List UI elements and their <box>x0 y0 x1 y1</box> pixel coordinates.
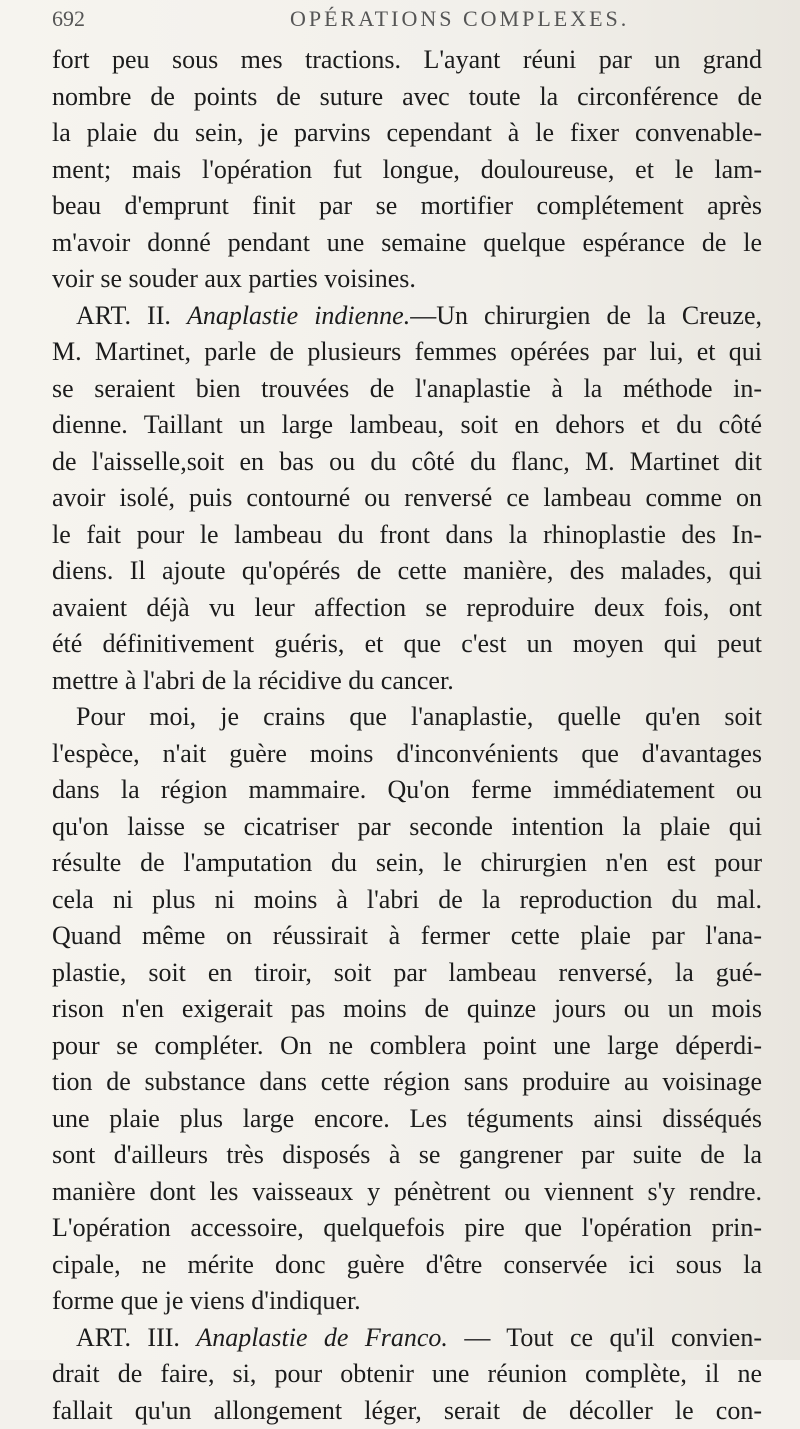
section-heading-line: ART. II. Anaplastie indienne.—Un chirurgien de la Creuze, <box>52 298 762 335</box>
text-line: manière dont les vaisseaux y pénètrent ou viennent s'y rendre. <box>52 1174 762 1211</box>
section-title: Anaplastie de Franco. <box>196 1323 448 1352</box>
text-line: avaient déjà vu leur affection se reproduire deux fois, ont <box>52 590 762 627</box>
section-title: Anaplastie indienne. <box>187 301 410 330</box>
text-line: résulte de l'amputation du sein, le chirurgien n'en est pour <box>52 845 762 882</box>
text-line: dans la région mammaire. Qu'on ferme immédiatement ou <box>52 772 762 809</box>
text-line: m'avoir donné pendant une semaine quelque espérance de le <box>52 225 762 262</box>
running-title: OPÉRATIONS COMPLEXES. <box>290 6 629 32</box>
text-line: drait de faire, si, pour obtenir une réunion complète, il ne <box>52 1356 762 1393</box>
text-line: tion de substance dans cette région sans produire au voisinage <box>52 1064 762 1101</box>
text-line: l'espèce, n'ait guère moins d'inconvénients que d'avantages <box>52 736 762 773</box>
text-line: une plaie plus large encore. Les téguments ainsi disséqués <box>52 1101 762 1138</box>
text-line: Pour moi, je crains que l'anaplastie, quelle qu'en soit <box>52 699 762 736</box>
text-line: cela ni plus ni moins à l'abri de la reproduction du mal. <box>52 882 762 919</box>
text-line: voir se souder aux parties voisines. <box>52 261 762 298</box>
text-line: pour se compléter. On ne comblera point une large déperdi- <box>52 1028 762 1065</box>
text-line: fallait qu'un allongement léger, serait de décoller le con- <box>52 1393 762 1429</box>
text-line: forme que je viens d'indiquer. <box>52 1283 762 1320</box>
text-line: M. Martinet, parle de plusieurs femmes opérées par lui, et qui <box>52 334 762 371</box>
text-line: Quand même on réussirait à fermer cette plaie par l'ana- <box>52 918 762 955</box>
text-line: rison n'en exigerait pas moins de quinze jours ou un mois <box>52 991 762 1028</box>
section-heading-line: ART. III. Anaplastie de Franco. — Tout ce qu'il convien- <box>52 1320 762 1357</box>
text-line: beau d'emprunt finit par se mortifier complétement après <box>52 188 762 225</box>
text-line: le fait pour le lambeau du front dans la rhinoplastie des In- <box>52 517 762 554</box>
text-line: plastie, soit en tiroir, soit par lambeau renversé, la gué- <box>52 955 762 992</box>
text-line: ment; mais l'opération fut longue, douloureuse, et le lam- <box>52 152 762 189</box>
text-line: dienne. Taillant un large lambeau, soit en dehors et du côté <box>52 407 762 444</box>
text-line: se seraient bien trouvées de l'anaplastie à la méthode in- <box>52 371 762 408</box>
text-line: avoir isolé, puis contourné ou renversé ce lambeau comme on <box>52 480 762 517</box>
text-line: été définitivement guéris, et que c'est un moyen qui peut <box>52 626 762 663</box>
page-number: 692 <box>52 6 85 32</box>
text-line: qu'on laisse se cicatriser par seconde intention la plaie qui <box>52 809 762 846</box>
body-text <box>52 42 762 1429</box>
text-line: la plaie du sein, je parvins cependant à le fixer convenable- <box>52 115 762 152</box>
text-line: diens. Il ajoute qu'opérés de cette manière, des malades, qui <box>52 553 762 590</box>
text-line: mettre à l'abri de la récidive du cancer. <box>52 663 762 700</box>
text-line: nombre de points de suture avec toute la circonférence de <box>52 79 762 116</box>
text-line: fort peu sous mes tractions. L'ayant réuni par un grand <box>52 42 762 79</box>
text-line: cipale, ne mérite donc guère d'être conservée ici sous la <box>52 1247 762 1284</box>
text-line: de l'aisselle,soit en bas ou du côté du flanc, M. Martinet dit <box>52 444 762 481</box>
text-line: sont d'ailleurs très disposés à se gangrener par suite de la <box>52 1137 762 1174</box>
running-header <box>52 0 752 36</box>
text-line: L'opération accessoire, quelquefois pire que l'opération prin- <box>52 1210 762 1247</box>
